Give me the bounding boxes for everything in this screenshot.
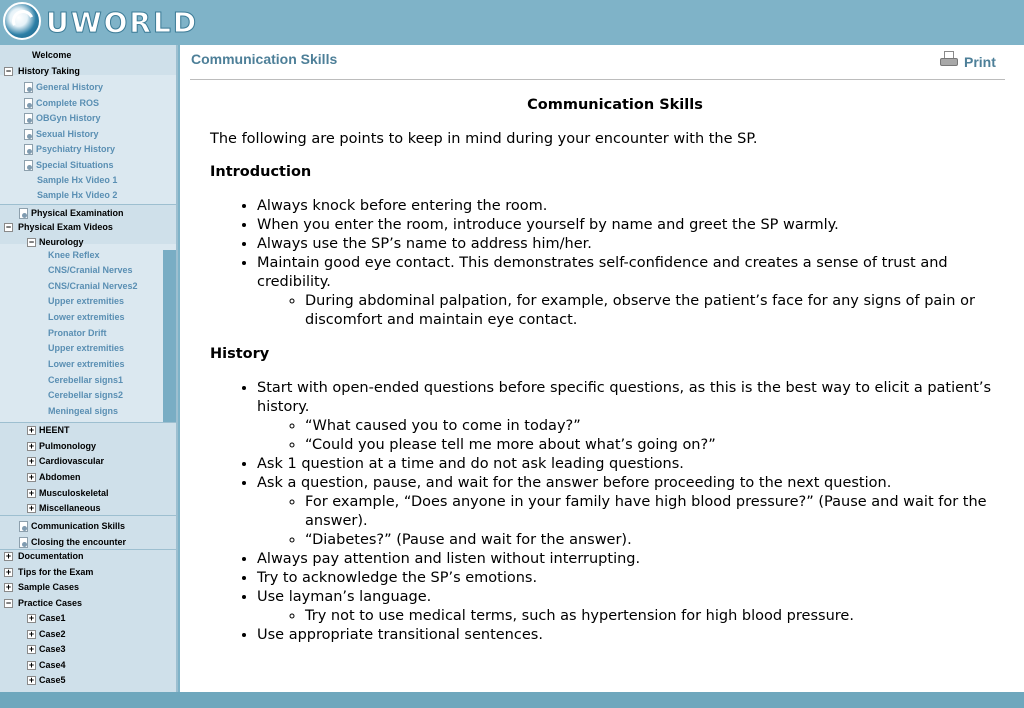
sidebar-item-label: Tips for the Exam — [18, 567, 94, 577]
sidebar-item-cns-cranial-nerves2[interactable] — [48, 279, 178, 294]
sidebar-item-cns-cranial-nerves[interactable] — [48, 263, 178, 278]
sidebar-item-label: Case4 — [39, 660, 66, 670]
sidebar-item-closing-encounter[interactable] — [0, 535, 176, 550]
collapse-icon[interactable]: − — [5, 66, 12, 76]
sub-list-item: ◦ Try not to use medical terms, such as hypertension for high blood pressure. — [305, 607, 1000, 626]
sidebar-item-sexual-history[interactable] — [0, 127, 176, 142]
sidebar-item-case1[interactable] — [0, 611, 176, 626]
sidebar-item-label: CNS/Cranial Nerves — [48, 265, 133, 275]
page-icon — [23, 160, 32, 171]
list-item-text: Ask a question, pause, and wait for the answer before proceeding to the next question. — [257, 475, 892, 491]
sub-list — [305, 493, 1000, 550]
page-heading: Communication Skills — [191, 51, 338, 67]
sidebar-item-pronator-drift[interactable] — [48, 326, 178, 341]
print-button[interactable] — [940, 51, 1010, 73]
expand-icon[interactable]: + — [28, 472, 35, 482]
list-item-text: Maintain good eye contact. This demonstrates self-confidence and creates a sense of trust and credibility. — [257, 255, 948, 290]
introduction-list — [257, 197, 1000, 330]
sidebar-item-label: Communication Skills — [31, 521, 126, 531]
sidebar-item-case4[interactable] — [0, 658, 176, 673]
list-item — [257, 588, 1000, 626]
sidebar-item-label: Lower extremities — [48, 359, 125, 369]
sidebar-item-cerebellar-signs2[interactable] — [48, 388, 178, 403]
sidebar-item-label: Case1 — [39, 613, 66, 623]
sidebar-item-label: Sample Cases — [18, 582, 80, 592]
collapse-icon[interactable]: − — [5, 222, 12, 232]
expand-icon[interactable]: + — [28, 613, 35, 623]
sidebar-item-welcome[interactable] — [32, 48, 178, 63]
sidebar-item-label: Closing the encounter — [31, 537, 127, 547]
sidebar-item-miscellaneous[interactable] — [0, 501, 176, 516]
collapse-icon[interactable]: − — [5, 598, 12, 608]
sidebar-item-complete-ros[interactable] — [0, 96, 176, 111]
sidebar-item-practice-cases[interactable] — [0, 596, 176, 611]
expand-icon[interactable]: + — [28, 441, 35, 451]
sidebar-item-special-situations[interactable] — [0, 158, 176, 173]
list-item-text: Use layman’s language. — [257, 589, 432, 605]
sidebar-item-knee-reflex[interactable] — [48, 248, 178, 263]
sidebar-item-label: CNS/Cranial Nerves2 — [48, 281, 138, 291]
divider — [190, 79, 1005, 80]
page-icon — [23, 98, 32, 109]
logo-text: UWORLD — [46, 6, 199, 39]
sidebar-item-physical-exam-videos[interactable] — [0, 220, 176, 235]
sidebar-nav — [0, 45, 178, 692]
sub-list-item: ◦ For example, “Does anyone in your family have high blood pressure?” (Pause and wait for the answer). — [305, 493, 1000, 531]
sub-list — [305, 292, 1000, 330]
sub-list-item: ◦ “Could you please tell me more about what’s going on?” — [305, 436, 1000, 455]
sidebar-item-case2[interactable] — [0, 627, 176, 642]
sidebar-item-label: Practice Cases — [18, 598, 83, 608]
main-content — [180, 45, 1024, 692]
article — [210, 96, 1000, 660]
sidebar-item-obgyn-history[interactable] — [0, 111, 176, 126]
sidebar-item-label: Cerebellar signs1 — [48, 375, 124, 385]
sidebar-item-history-taking[interactable] — [0, 64, 176, 79]
sidebar-item-label: Sexual History — [36, 129, 99, 139]
list-item — [257, 379, 1000, 455]
sidebar-item-label: Physical Exam Videos — [18, 222, 113, 232]
sidebar-item-label: Welcome — [32, 50, 72, 60]
sidebar-item-physical-examination[interactable] — [0, 206, 176, 221]
expand-icon[interactable]: + — [5, 582, 12, 592]
list-item: • Always use the SP’s name to address him/her. — [257, 235, 1000, 254]
printer-icon — [940, 51, 958, 69]
sidebar-item-label: General History — [36, 82, 104, 92]
expand-icon[interactable]: + — [28, 456, 35, 466]
sidebar-item-label: Sample Hx Video 1 — [37, 175, 118, 185]
page-icon — [23, 129, 32, 140]
collapse-icon[interactable]: − — [28, 237, 35, 247]
list-item: • Use appropriate transitional sentences. — [257, 626, 1000, 645]
sub-list-item: ◦ During abdominal palpation, for example, observe the patient’s face for any signs of pain or discomfort and maintain eye contact. — [305, 292, 1000, 330]
sidebar-item-pulmonology[interactable] — [0, 439, 176, 454]
footer-bar — [0, 692, 1024, 708]
expand-icon[interactable]: + — [28, 644, 35, 654]
sidebar-item-documentation[interactable] — [0, 549, 176, 564]
sidebar-item-abdomen[interactable] — [0, 470, 176, 485]
section-heading-introduction: Introduction — [210, 164, 312, 180]
expand-icon[interactable]: + — [28, 488, 35, 498]
expand-icon[interactable]: + — [28, 675, 35, 685]
sub-list-item: ◦ “Diabetes?” (Pause and wait for the answer). — [305, 531, 1000, 550]
intro-text: The following are points to keep in mind during your encounter with the SP. — [210, 131, 758, 147]
sidebar-item-label: Case5 — [39, 675, 66, 685]
sidebar-item-lower-extremities-2[interactable] — [48, 357, 178, 372]
header — [0, 0, 1024, 45]
page-icon — [18, 208, 27, 219]
list-item: • Ask 1 question at a time and do not ask leading questions. — [257, 455, 1000, 474]
expand-icon[interactable]: + — [28, 660, 35, 670]
sidebar-item-label: Cerebellar signs2 — [48, 390, 124, 400]
list-item: • When you enter the room, introduce yourself by name and greet the SP warmly. — [257, 216, 1000, 235]
sub-list — [305, 607, 1000, 626]
sidebar-item-label: Cardiovascular — [39, 456, 105, 466]
sidebar-item-label: Physical Examination — [31, 208, 124, 218]
sidebar-item-meningeal-signs[interactable] — [48, 404, 178, 419]
sidebar-item-label: Knee Reflex — [48, 250, 100, 260]
sidebar-item-label: Upper extremities — [48, 296, 125, 306]
sidebar-item-sample-hx-video-2[interactable] — [37, 188, 178, 203]
list-item: • Always knock before entering the room. — [257, 197, 1000, 216]
page-icon — [23, 82, 32, 93]
sidebar-item-label: Abdomen — [39, 472, 81, 482]
uworld-logo[interactable] — [3, 2, 41, 40]
sidebar-item-sample-cases[interactable] — [0, 580, 176, 595]
sidebar-item-label: Special Situations — [36, 160, 114, 170]
sidebar-item-label: Case2 — [39, 629, 66, 639]
sidebar-item-label: HEENT — [39, 425, 70, 435]
sub-list — [305, 417, 1000, 455]
history-list — [257, 379, 1000, 645]
sidebar-item-label: OBGyn History — [36, 113, 101, 123]
sidebar-item-upper-extremities[interactable] — [48, 294, 178, 309]
sidebar-item-label: Upper extremities — [48, 343, 125, 353]
sidebar-item-label: Complete ROS — [36, 98, 100, 108]
sidebar-item-psychiatry-history[interactable] — [0, 142, 176, 157]
article-title: Communication Skills — [527, 97, 703, 113]
sidebar-item-musculoskeletal[interactable] — [0, 486, 176, 501]
sidebar-item-label: Sample Hx Video 2 — [37, 190, 118, 200]
sidebar-item-tips-for-exam[interactable] — [0, 565, 176, 580]
sidebar-item-label: Documentation — [18, 551, 84, 561]
expand-icon[interactable]: + — [5, 551, 12, 561]
sidebar-item-upper-extremities-2[interactable] — [48, 341, 178, 356]
print-label: Print — [964, 54, 996, 70]
list-item: • Try to acknowledge the SP’s emotions. — [257, 569, 1000, 588]
sidebar-item-cerebellar-signs1[interactable] — [48, 373, 178, 388]
sidebar-item-label: Pronator Drift — [48, 328, 107, 338]
expand-icon[interactable]: + — [5, 567, 12, 577]
list-item-text: Start with open-ended questions before specific questions, as this is the best way to elicit a patient’s history. — [257, 380, 992, 415]
sidebar-item-case5[interactable] — [0, 673, 176, 688]
sidebar-item-label: Lower extremities — [48, 312, 125, 322]
sidebar-item-sample-hx-video-1[interactable] — [37, 173, 178, 188]
page-icon — [23, 144, 32, 155]
sidebar-item-label: Miscellaneous — [39, 503, 101, 513]
sidebar-item-label: Musculoskeletal — [39, 488, 109, 498]
sub-list-item: ◦ “What caused you to come in today?” — [305, 417, 1000, 436]
page-icon — [18, 521, 27, 532]
sidebar-item-label: Pulmonology — [39, 441, 96, 451]
section-heading-history: History — [210, 346, 270, 362]
sidebar-item-cardiovascular[interactable] — [0, 454, 176, 469]
sidebar-item-label: History Taking — [18, 66, 80, 76]
list-item — [257, 474, 1000, 550]
sidebar-item-label: Neurology — [39, 237, 84, 247]
page-icon — [23, 113, 32, 124]
list-item: • Always pay attention and listen without interrupting. — [257, 550, 1000, 569]
sidebar-item-heent[interactable] — [0, 423, 176, 438]
sidebar-item-label: Case3 — [39, 644, 66, 654]
list-item — [257, 254, 1000, 330]
sidebar-item-general-history[interactable] — [0, 80, 176, 95]
sidebar-item-communication-skills[interactable] — [0, 519, 176, 534]
sidebar-item-lower-extremities[interactable] — [48, 310, 178, 325]
page-icon — [18, 537, 27, 548]
sidebar-item-case3[interactable] — [0, 642, 176, 657]
sidebar-item-label: Meningeal signs — [48, 406, 119, 416]
expand-icon[interactable]: + — [28, 503, 35, 513]
expand-icon[interactable]: + — [28, 425, 35, 435]
expand-icon[interactable]: + — [28, 629, 35, 639]
divider — [0, 204, 176, 205]
sidebar-item-label: Psychiatry History — [36, 144, 116, 154]
